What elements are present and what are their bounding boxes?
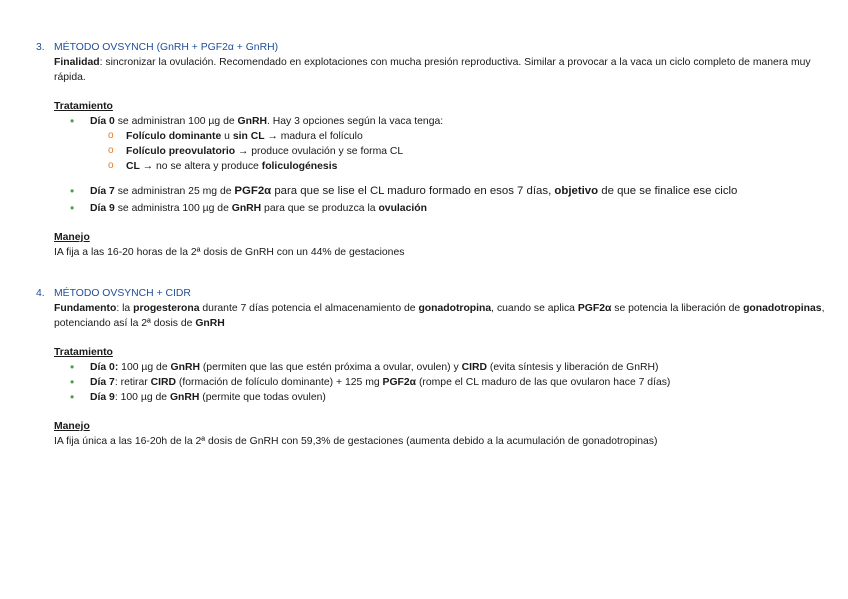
manejo-text: IA fija a las 16-20 horas de la 2ª dosis de GnRH con un 44% de gestaciones [54, 247, 405, 258]
bold-run: Folículo preovulatorio [126, 146, 236, 157]
day-label: Día 7 [90, 377, 115, 388]
tratamiento-label: Tratamiento [54, 101, 113, 112]
text-run: → no se altera y produce [139, 161, 262, 172]
manejo-text: IA fija única a las 16-20h de la 2ª dosis de GnRH con 59,3% de gestaciones (aumenta debido a la acumulación de gonadotropinas) [54, 436, 658, 447]
manejo-label: Manejo [54, 232, 90, 243]
text-run: de que se finalice ese ciclo [598, 185, 738, 197]
text-run: , cuando se aplica [491, 303, 578, 314]
bold-run: GnRH [237, 116, 267, 127]
text-run: (evita síntesis y liberación de GnRH) [487, 362, 659, 373]
treatment-list [54, 360, 826, 405]
text-run: durante 7 días potencia el almacenamiento de [199, 303, 419, 314]
section-number: 4. [36, 288, 45, 299]
text-run: (permiten que las que estén próxima a ovular, ovulen) y [199, 362, 462, 373]
option-item-1 [90, 129, 826, 144]
fundamento-label: Fundamento [54, 303, 117, 314]
list-item-dia-9 [54, 201, 826, 216]
section-ovsynch-cidr [36, 286, 826, 449]
finalidad-text: : sincronizar la ovulación. Recomendado en explotaciones con mucha presión reproductiva. Similar a provocar a la vaca un ciclo completo de manera muy rápida. [54, 57, 811, 83]
text-run: → madura el folículo [264, 131, 363, 142]
bold-run: objetivo [554, 185, 599, 197]
bold-run: progesterona [133, 303, 200, 314]
text-run: : 100 µg de [114, 392, 170, 403]
text-run: para que se produzca la [261, 203, 379, 214]
bold-run: PGF2α [382, 377, 417, 388]
text-run: se administran 25 mg de [114, 186, 235, 197]
option-item-3 [90, 159, 826, 174]
text-run: : retirar [114, 377, 151, 388]
bold-run: gonadotropinas [743, 303, 822, 314]
section-heading [36, 40, 826, 55]
list-item-dia-0 [54, 360, 826, 375]
bold-run: CL [126, 161, 140, 172]
tratamiento-heading [54, 345, 826, 360]
day-label: Día 7 [90, 186, 115, 197]
list-item-dia-0 [54, 114, 826, 174]
manejo-label: Manejo [54, 421, 90, 432]
finalidad-paragraph [54, 55, 826, 85]
treatment-list [54, 114, 826, 216]
bold-run: Folículo dominante [126, 131, 222, 142]
section-heading [36, 286, 826, 301]
tratamiento-label: Tratamiento [54, 347, 113, 358]
manejo-heading [54, 419, 826, 434]
text-run: (rompe el CL maduro de las que ovularon hace 7 días) [416, 377, 671, 388]
text-run: , potenciando así la 2ª dosis de [54, 303, 825, 329]
bold-run: GnRH [170, 362, 200, 373]
section-title: MÉTODO OVSYNCH + CIDR [54, 288, 191, 299]
bold-run: PGF2α [234, 185, 272, 197]
text-run: (permite que todas ovulen) [199, 392, 326, 403]
text-run: se potencia la liberación de [611, 303, 744, 314]
option-item-2 [90, 144, 826, 159]
bold-run: GnRH [195, 318, 225, 329]
text-run: 100 µg de [118, 362, 171, 373]
options-list [90, 129, 826, 174]
bold-run: sin CL [232, 131, 265, 142]
section-title: MÉTODO OVSYNCH (GnRH + PGF2α + GnRH) [54, 42, 279, 53]
text-run: se administra 100 µg de [114, 203, 232, 214]
text-run: → produce ovulación y se forma CL [235, 146, 404, 157]
bold-run: foliculogénesis [261, 161, 338, 172]
tratamiento-heading [54, 99, 826, 114]
list-item-dia-7 [54, 375, 826, 390]
bold-run: GnRH [231, 203, 262, 214]
day-label: Día 0: [90, 362, 119, 373]
section-ovsynch [36, 40, 826, 260]
finalidad-label: Finalidad [54, 57, 100, 68]
day-label: Día 9 [90, 203, 115, 214]
bold-run: CIRD [150, 377, 177, 388]
text-run: u [221, 131, 233, 142]
day-label: Día 0 [90, 116, 115, 127]
text-run: (formación de folículo dominante) + 125 mg [176, 377, 383, 388]
bold-run: CIRD [461, 362, 487, 373]
bold-run: ovulación [378, 203, 427, 214]
text-run: se administran 100 µg de [114, 116, 238, 127]
text-run: . Hay 3 opciones según la vaca tenga: [266, 116, 444, 127]
day-label: Día 9 [90, 392, 115, 403]
bold-run: GnRH [169, 392, 200, 403]
text-run: : la [116, 303, 134, 314]
list-item-dia-9 [54, 390, 826, 405]
list-item-dia-7 [54, 184, 826, 199]
section-number: 3. [36, 42, 45, 53]
bold-run: PGF2α [577, 303, 612, 314]
fundamento-paragraph [54, 301, 826, 331]
text-run: para que se lise el CL maduro formado en esos 7 días, [271, 185, 555, 197]
manejo-heading [54, 230, 826, 245]
bold-run: gonadotropina [418, 303, 492, 314]
